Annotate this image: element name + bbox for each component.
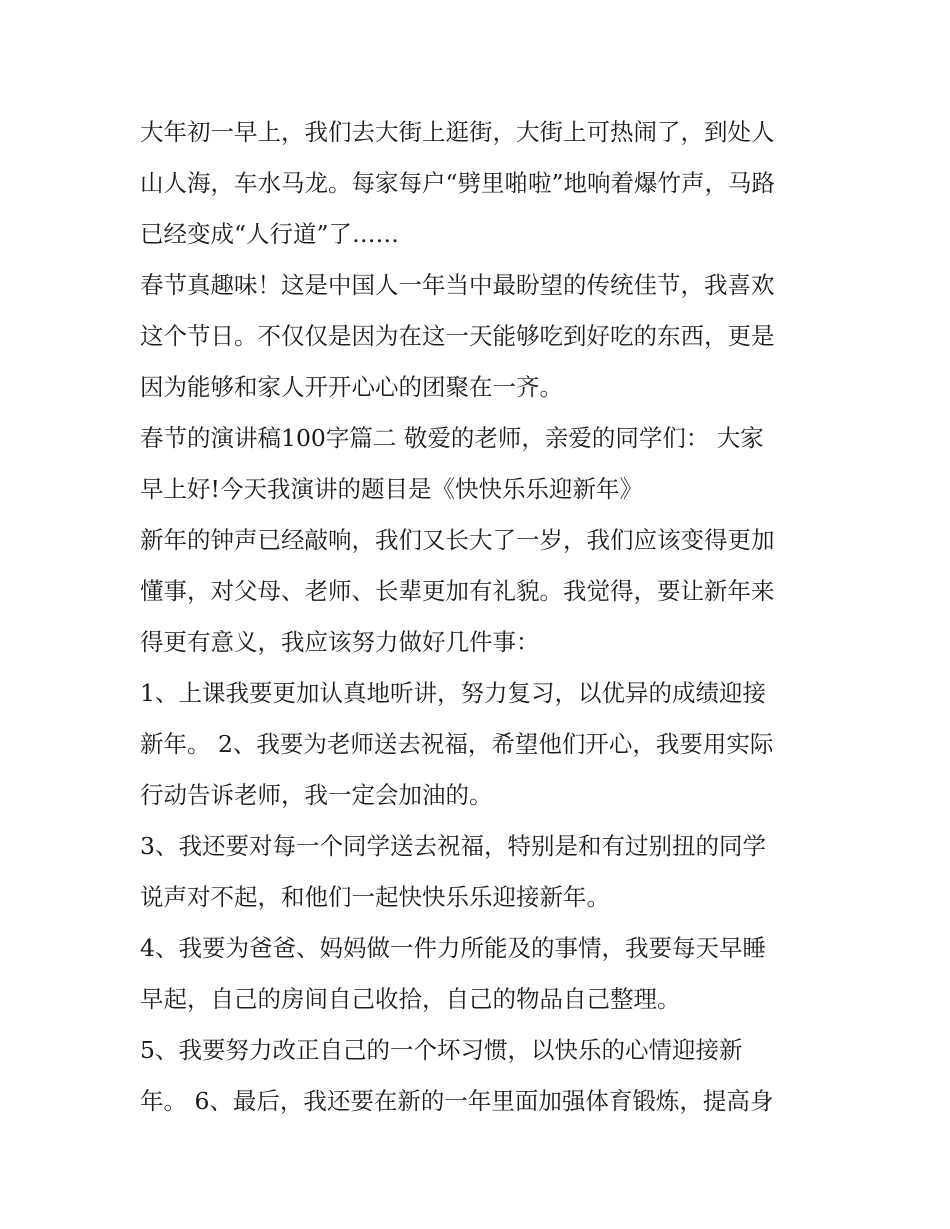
text-line: 新年的钟声已经敲响，我们又长大了一岁，我们应该变得更加: [140, 526, 775, 554]
text-line: 早上好!今天我演讲的题目是《快快乐乐迎新年》: [140, 475, 643, 503]
text-line: 早起，自己的房间自己收拾，自己的物品自己整理。: [140, 985, 681, 1013]
text-line: 山人海，车水马龙。每家每户“劈里啪啦”地响着爆竹声，马路: [140, 169, 776, 197]
text-line: 得更有意义，我应该努力做好几件事：: [140, 628, 540, 656]
text-line: 3、我还要对每一个同学送去祝福，特别是和有过别扭的同学: [140, 832, 766, 860]
text-line: 大年初一早上，我们去大街上逛街，大街上可热闹了，到处人: [140, 118, 775, 146]
document-body: [140, 107, 820, 1127]
text-line: 5、我要努力改正自己的一个坏习惯，以快乐的心情迎接新: [140, 1036, 743, 1064]
text-line: 春节真趣味！这是中国人一年当中最盼望的传统佳节，我喜欢: [140, 271, 775, 299]
text-line: 因为能够和家人开开心心的团聚在一齐。: [140, 373, 563, 401]
text-line: 这个节日。不仅仅是因为在这一天能够吃到好吃的东西，更是: [140, 322, 775, 350]
text-line: 说声对不起，和他们一起快快乐乐迎接新年。: [140, 883, 610, 911]
text-line: 新年。 2、我要为老师送去祝福，希望他们开心，我要用实际: [140, 730, 774, 758]
text-line: 已经变成“人行道”了……: [140, 220, 400, 248]
text-line: 年。 6、最后，我还要在新的一年里面加强体育锻炼，提高身: [140, 1087, 774, 1115]
text-line: 行动告诉老师，我一定会加油的。: [140, 781, 493, 809]
text-line: 4、我要为爸爸、妈妈做一件力所能及的事情，我要每天早睡: [140, 934, 766, 962]
text-line: 春节的演讲稿100字篇二 敬爱的老师，亲爱的同学们： 大家: [140, 424, 764, 452]
text-line: 1、上课我要更加认真地听讲，努力复习，以优异的成绩迎接: [140, 679, 766, 707]
text-line: 懂事，对父母、老师、长辈更加有礼貌。我觉得，要让新年来: [140, 577, 775, 605]
